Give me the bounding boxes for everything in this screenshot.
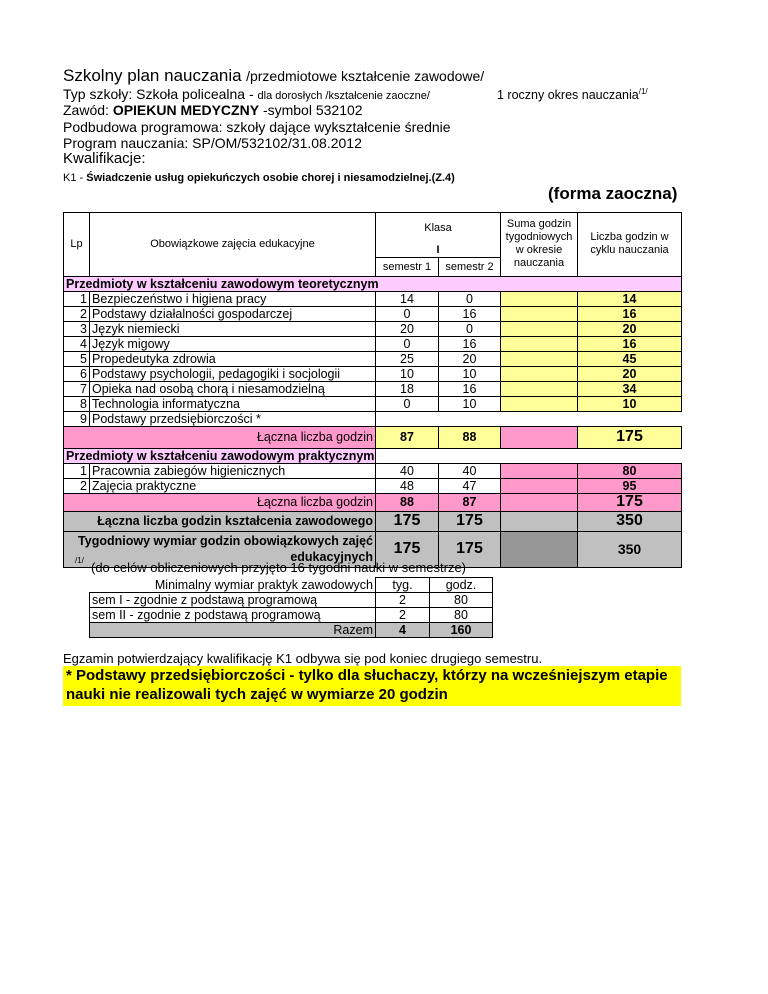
school-type-label: Typ szkoły: Szkoła policealna - [63, 86, 254, 102]
row-lp: 1 [64, 291, 90, 306]
row-total: 80 [578, 463, 682, 478]
practice-sum-row [90, 623, 493, 638]
row-s2: 47 [439, 478, 501, 493]
profession-label: Zawód: [63, 102, 109, 118]
header-row [64, 213, 682, 243]
row-s2: 0 [439, 321, 501, 336]
row-lp: 4 [64, 336, 90, 351]
k1-prefix: K1 - [63, 172, 84, 184]
weekly-label-2: edukacyjnych [290, 550, 373, 564]
row-suma [501, 351, 578, 366]
row-total: 20 [578, 321, 682, 336]
row-total: 14 [578, 291, 682, 306]
curriculum-table [63, 212, 682, 568]
note-line-1: * Podstawy przedsiębiorczości - tylko dla słuchaczy, którzy na wcześniejszym etapie [66, 667, 668, 684]
table-row [90, 608, 493, 623]
note-line-2: nauki nie realizowali tych zajęć w wymiarze 20 godzin [66, 686, 448, 703]
row-name: Propedeutyka zdrowia [90, 351, 376, 366]
weekly-label-1: Tygodniowy wymiar godzin obowiązkowych zajęć [78, 534, 373, 548]
row-s2: 20 [439, 351, 501, 366]
practice-col-hours: godz. [430, 578, 493, 593]
page-title [63, 66, 484, 86]
weekly-s1: 175 [376, 531, 439, 567]
row-total: 45 [578, 351, 682, 366]
table-row [64, 291, 682, 306]
row-s2: 10 [439, 396, 501, 411]
table-row [64, 351, 682, 366]
footnote-text: (do celów obliczeniowych przyjęto 16 tygodni nauki w semestrze) [91, 560, 467, 575]
row-name: Podstawy psychologii, pedagogiki i socjologii [90, 366, 376, 381]
row-s1: 0 [376, 396, 439, 411]
row-lp: 1 [64, 463, 90, 478]
voc-sum-s2: 175 [439, 511, 501, 531]
practice-row-weeks: 2 [376, 608, 430, 623]
practice-sum-label: Razem [90, 623, 376, 638]
row-s1: 40 [376, 463, 439, 478]
row-total: 16 [578, 336, 682, 351]
practice-row-name: sem I - zgodnie z podstawą programową [90, 593, 376, 608]
row-lp: 7 [64, 381, 90, 396]
col-suma: Suma godzin tygodniowych w okresie nauczania [501, 213, 578, 277]
row-name: Technologia informatyczna [90, 396, 376, 411]
table-row [64, 463, 682, 478]
practice-row-hours: 80 [430, 608, 493, 623]
row-name: Pracownia zabiegów higienicznych [90, 463, 376, 478]
voc-sum-total: 350 [578, 511, 682, 531]
voc-sum-row [64, 511, 682, 531]
row-suma [501, 366, 578, 381]
row-suma [501, 321, 578, 336]
qualification-k1 [63, 172, 455, 184]
row-name: Zajęcia praktyczne [90, 478, 376, 493]
practice-row-weeks: 2 [376, 593, 430, 608]
row-s1: 18 [376, 381, 439, 396]
voc-sum-label: Łączna liczba godzin kształcenia zawodowego [64, 511, 376, 531]
table-row [90, 593, 493, 608]
school-type [63, 86, 430, 102]
practice-sum-total: 175 [578, 493, 682, 511]
row-s2: 0 [439, 291, 501, 306]
profession-name: OPIEKUN MEDYCZNY [112, 102, 260, 118]
k1-text: Świadczenie usług opiekuńczych osobie chorej i niesamodzielnej.(Z.4) [86, 172, 455, 184]
row-suma [501, 478, 578, 493]
row-s2: 16 [439, 306, 501, 321]
profession-symbol: -symbol 532102 [262, 102, 363, 118]
profession [63, 102, 363, 118]
row-s2: 16 [439, 336, 501, 351]
table-row [64, 396, 682, 411]
school-type-small: dla dorosłych /kształcenie zaoczne/ [257, 90, 430, 102]
title-sub: /przedmiotowe kształcenie zawodowe/ [246, 68, 485, 84]
row-name: Opieka nad osobą chorą i niesamodzielną [90, 381, 376, 396]
row-name: Język niemiecki [90, 321, 376, 336]
practice-sum-s2: 87 [439, 493, 501, 511]
practice-sum-hours: 160 [430, 623, 493, 638]
practice-col-weeks: tyg. [376, 578, 430, 593]
program-code: Program nauczania: SP/OM/532102/31.08.2012 [63, 135, 362, 151]
voc-sum-s1: 175 [376, 511, 439, 531]
practice-table [89, 577, 493, 638]
table-row [64, 306, 682, 321]
section-practice-row [64, 448, 682, 463]
period [497, 87, 648, 102]
row-lp: 9 [64, 411, 90, 426]
col-klasa: Klasa [376, 213, 501, 243]
row-s1: 10 [376, 366, 439, 381]
table-row [64, 411, 682, 426]
row-total: 34 [578, 381, 682, 396]
footnote-mark: /1/ [75, 556, 84, 565]
row-suma [501, 381, 578, 396]
weekly-s2: 175 [439, 531, 501, 567]
col-sem2: semestr 2 [439, 257, 501, 276]
row-suma [501, 336, 578, 351]
row-s2: 10 [439, 366, 501, 381]
row-s1: 20 [376, 321, 439, 336]
practice-sum-weeks: 4 [376, 623, 430, 638]
row-lp: 3 [64, 321, 90, 336]
practice-sum-s1: 88 [376, 493, 439, 511]
row-lp: 6 [64, 366, 90, 381]
theory-sum-row [64, 426, 682, 448]
row-s1: 25 [376, 351, 439, 366]
row-suma [501, 291, 578, 306]
table-row [64, 366, 682, 381]
row-lp: 2 [64, 478, 90, 493]
row-lp: 8 [64, 396, 90, 411]
row-s1: 48 [376, 478, 439, 493]
theory-sum-s2: 88 [439, 426, 501, 448]
practice-row-name: sem II - zgodnie z podstawą programową [90, 608, 376, 623]
section-practice: Przedmioty w kształceniu zawodowym praktycznym [64, 448, 376, 463]
col-sem1: semestr 1 [376, 257, 439, 276]
practice-title: Minimalny wymiar praktyk zawodowych [90, 578, 376, 593]
col-liczba: Liczba godzin w cyklu nauczania [578, 213, 682, 277]
row-s1: 14 [376, 291, 439, 306]
row-suma [501, 463, 578, 478]
col-klasa-num: I [376, 243, 501, 258]
table-row [64, 478, 682, 493]
qualifications-label: Kwalifikacje: [63, 150, 146, 167]
theory-sum-label: Łączna liczba godzin [90, 426, 376, 448]
theory-sum-total: 175 [578, 426, 682, 448]
title-main: Szkolny plan nauczania [63, 66, 242, 85]
row-s2: 16 [439, 381, 501, 396]
row-suma [501, 396, 578, 411]
row-total: 16 [578, 306, 682, 321]
practice-sum-label: Łączna liczba godzin [90, 493, 376, 511]
base-program: Podbudowa programowa: szkoły dające wykształcenie średnie [63, 119, 451, 135]
table-row [64, 336, 682, 351]
practice-header-row [90, 578, 493, 593]
row-total: 10 [578, 396, 682, 411]
period-text: 1 roczny okres nauczania [497, 88, 639, 103]
row-name: Podstawy przedsiębiorczości * [90, 411, 376, 426]
weekly-total: 350 [578, 531, 682, 567]
table-row [64, 381, 682, 396]
period-sup: /1/ [638, 87, 648, 96]
row-suma [501, 306, 578, 321]
row-name: Podstawy działalności gospodarczej [90, 306, 376, 321]
row-s1: 0 [376, 306, 439, 321]
note-box [63, 666, 681, 706]
row-lp: 2 [64, 306, 90, 321]
practice-sum-row [64, 493, 682, 511]
col-subject: Obowiązkowe zajęcia edukacyjne [90, 213, 376, 277]
row-s1: 0 [376, 336, 439, 351]
row-name: Język migowy [90, 336, 376, 351]
section-theory-row [64, 276, 682, 291]
section-theory: Przedmioty w kształceniu zawodowym teoretycznym [64, 276, 501, 291]
row-name: Bezpieczeństwo i higiena pracy [90, 291, 376, 306]
exam-text: Egzamin potwierdzający kwalifikację K1 odbywa się pod koniec drugiego semestru. [63, 651, 543, 666]
col-lp: Lp [64, 213, 90, 277]
practice-row-hours: 80 [430, 593, 493, 608]
row-lp: 5 [64, 351, 90, 366]
form-label: (forma zaoczna) [548, 184, 678, 203]
theory-sum-s1: 87 [376, 426, 439, 448]
row-total: 20 [578, 366, 682, 381]
row-s2: 40 [439, 463, 501, 478]
row-total: 95 [578, 478, 682, 493]
table-row [64, 321, 682, 336]
